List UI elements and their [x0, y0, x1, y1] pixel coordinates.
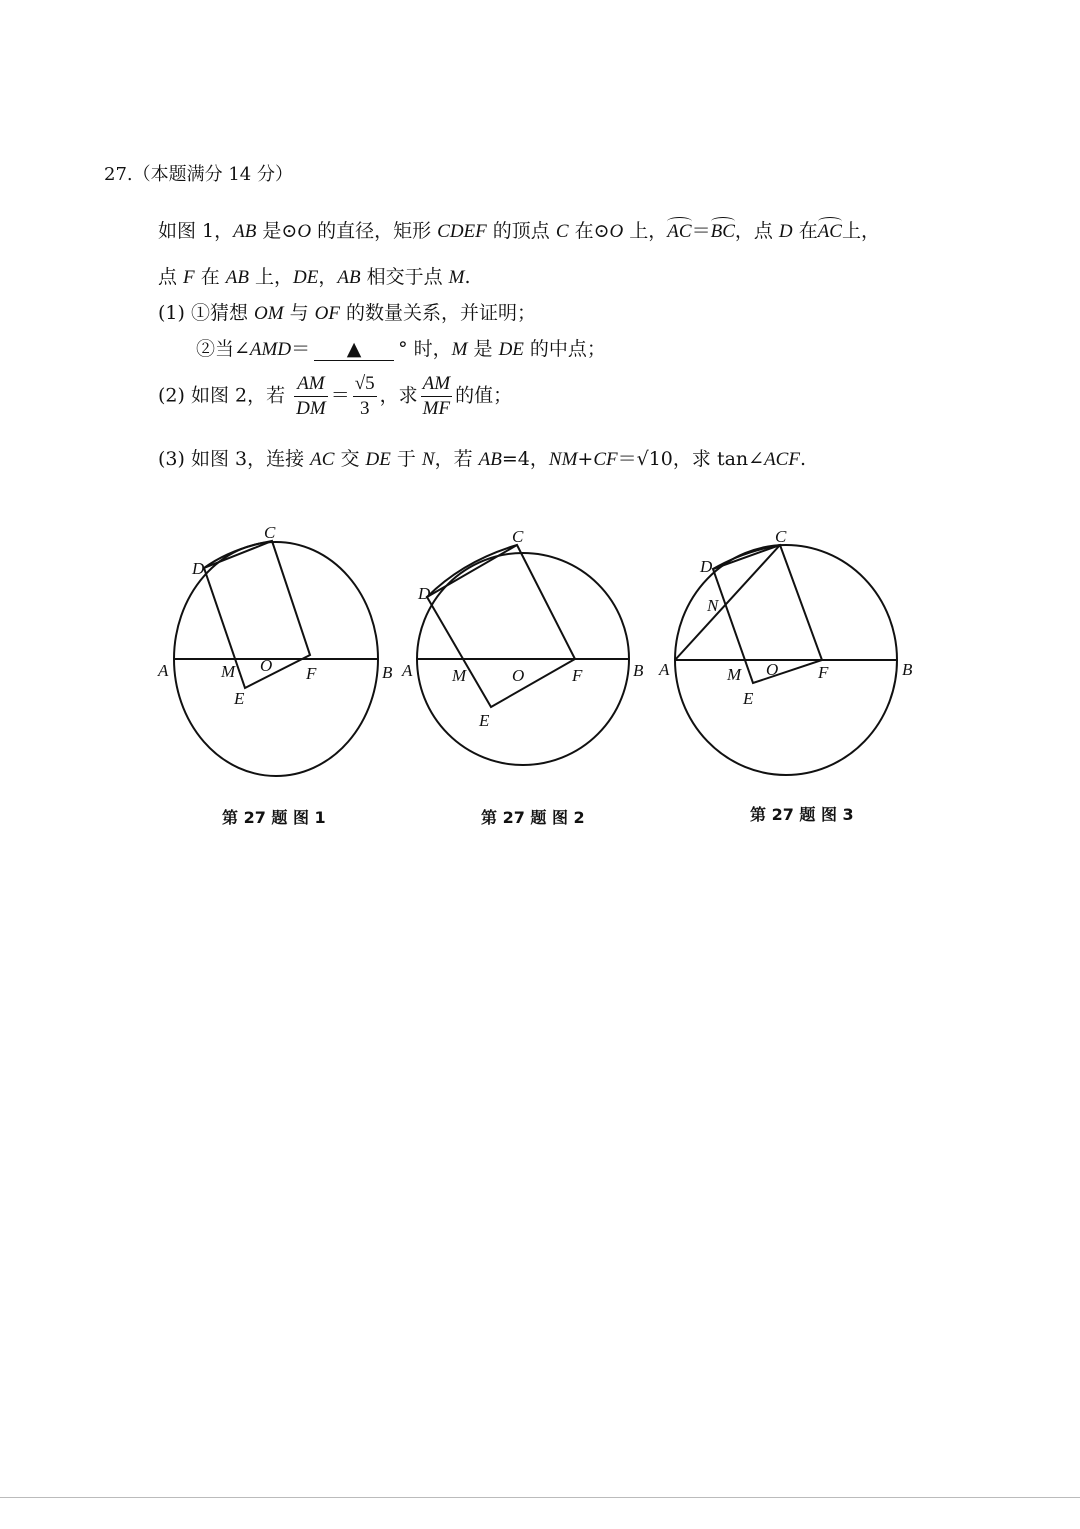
fig2-label-m: M — [452, 666, 467, 685]
fig1-label-e: E — [234, 689, 245, 708]
fig2-label-d: D — [418, 584, 431, 603]
arc-ac-2: AC — [817, 221, 842, 242]
intro-line-1: 如图 1，AB 是⊙O 的直径，矩形 CDEF 的顶点 C 在⊙O 上，AC＝BC，点 D 在AC上， — [158, 220, 880, 242]
fraction-sqrt5-3: $\frac{√5}{3}$ — [354, 373, 375, 419]
fig3-label-c: C — [775, 527, 787, 546]
fig1-label-c: C — [264, 523, 276, 542]
problem-header: 27.（本题满分 14 分） — [104, 164, 293, 185]
fig2-rectangle-cdef — [427, 545, 575, 707]
fig2-label-c: C — [512, 527, 524, 546]
triangle-icon: ▲ — [346, 338, 362, 360]
figure-2-caption: 第 27 题 图 2 — [481, 808, 585, 827]
fig2-label-f: F — [572, 666, 583, 685]
figure-1-caption: 第 27 题 图 1 — [222, 808, 326, 827]
fig3-label-f: F — [818, 663, 829, 682]
arc-bc: BC — [710, 221, 735, 242]
fig3-label-d: D — [700, 557, 713, 576]
fig3-label-e: E — [743, 689, 754, 708]
question-2: (2) 如图 2，若 $\frac{AM}{DM}$ ＝ $\frac{√5}{3}$ ，求 $\frac{AM}{MF}$ 的值； — [158, 373, 513, 419]
question-1-part-2: ②当∠AMD＝ ▲ ° 时，M 是 DE 的中点； — [196, 338, 606, 360]
fraction-am-mf: $\frac{AM}{MF}$ — [422, 373, 451, 419]
fig3-label-o: O — [766, 660, 779, 679]
fig1-label-a: A — [158, 661, 169, 680]
figure-1 — [157, 523, 393, 776]
question-3: (3) 如图 3，连接 AC 交 DE 于 N，若 AB=4，NM+CF＝√10，求 tan∠ACF. — [158, 448, 807, 470]
fig1-label-d: D — [192, 559, 205, 578]
fig1-label-m: M — [221, 662, 236, 681]
figure-2 — [401, 527, 644, 765]
arc-ac: AC — [667, 221, 692, 242]
fig1-label-o: O — [260, 656, 273, 675]
fig1-label-f: F — [306, 664, 317, 683]
figure-3 — [658, 527, 913, 775]
fig2-label-b: B — [633, 661, 644, 680]
fig3-label-n: N — [707, 596, 719, 615]
fig2-label-e: E — [479, 711, 490, 730]
fig3-label-a: A — [659, 660, 670, 679]
fig3-label-b: B — [902, 660, 913, 679]
fig3-label-m: M — [727, 665, 742, 684]
fig2-label-a: A — [402, 661, 413, 680]
page-bottom-rule — [0, 1497, 1080, 1498]
figure-3-caption: 第 27 题 图 3 — [750, 805, 854, 824]
fraction-am-dm: $\frac{AM}{DM}$ — [296, 373, 326, 419]
intro-line-2: 点 F 在 AB 上，DE，AB 相交于点 M. — [158, 266, 471, 288]
fig2-label-o: O — [512, 666, 525, 685]
fig1-label-b: B — [382, 663, 393, 682]
fig1-rectangle-cdef — [204, 541, 310, 688]
question-1-part-1: (1) ①猜想 OM 与 OF 的数量关系，并证明； — [158, 302, 537, 324]
